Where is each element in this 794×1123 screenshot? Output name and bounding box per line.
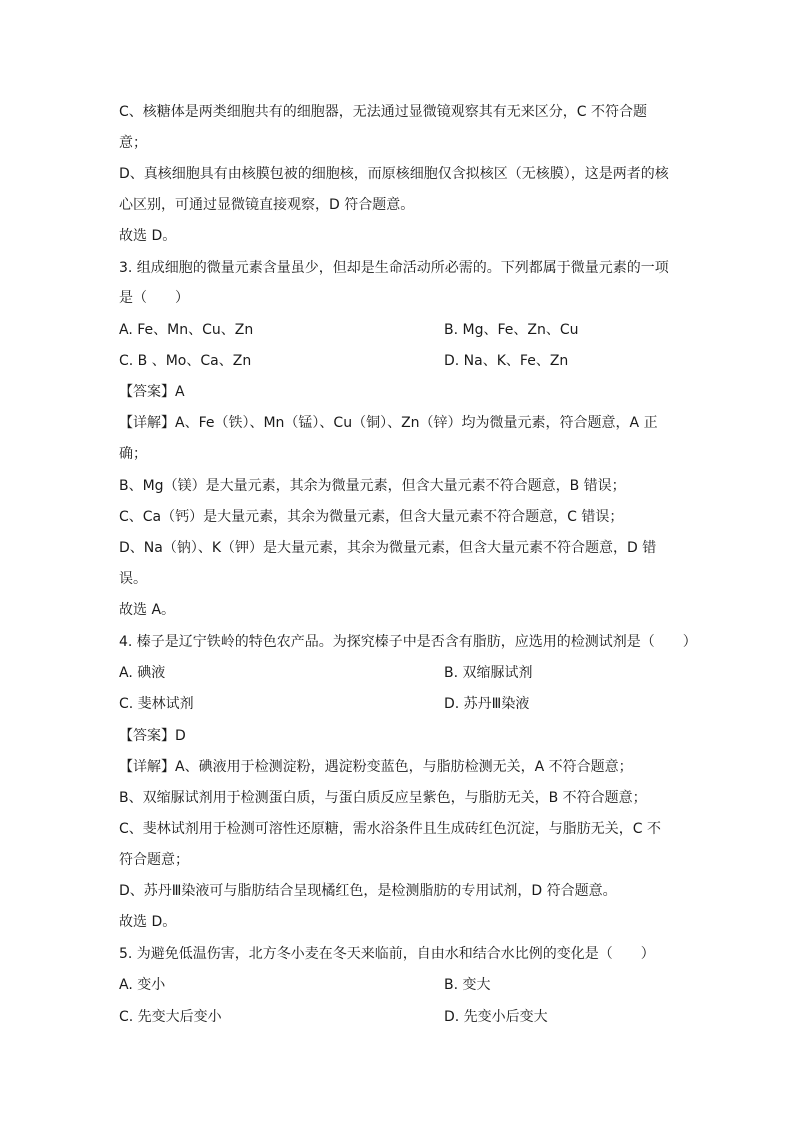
q2-conclusion: 故选 D。 [119,228,177,244]
q4-detail-d: D、苏丹Ⅲ染液可与脂肪结合呈现橘红色，是检测脂肪的专用试剂，D 符合题意。 [119,883,617,899]
q3-detail-c: C、Ca（钙）是大量元素，其余为微量元素，但含大量元素不符合题意，C 错误； [119,509,624,525]
q3-conclusion: 故选 A。 [119,602,176,618]
q2-explanation-c-line1: C、核糖体是两类细胞共有的细胞器，无法通过显微镜观察其有无来区分，C 不符合题 [119,104,647,120]
q3-detail-b: B、Mg（镁）是大量元素，其余为微量元素，但含大量元素不符合题意，B 错误； [119,478,626,494]
q2-explanation-d-line1: D、真核细胞具有由核膜包被的细胞核，而原核细胞仅含拟核区（无核膜），这是两者的核 [119,166,669,182]
q3-option-c: C. B 、Mo、Ca、Zn [119,353,252,369]
q4-option-b: B. 双缩脲试剂 [444,665,533,681]
q4-detail-c-line1: C、斐林试剂用于检测可溶性还原糖，需水浴条件且生成砖红色沉淀，与脂肪无关，C 不 [119,821,661,837]
q3-option-a: A. Fe、Mn、Cu、Zn [119,322,254,338]
q2-explanation-d-line2: 心区别，可通过显微镜直接观察，D 符合题意。 [119,197,415,213]
q3-option-b: B. Mg、Fe、Zn、Cu [444,322,579,338]
q5-option-c: C. 先变大后变小 [119,1009,222,1025]
q4-option-a: A. 碘液 [119,665,166,681]
q4-option-c: C. 斐林试剂 [119,696,194,712]
q4-detail-c-line2: 符合题意； [119,852,189,868]
q3-stem-line2: 是（ ） [119,290,189,306]
q5-option-d: D. 先变小后变大 [444,1009,548,1025]
q3-detail-a-line2: 确； [119,446,147,462]
q3-answer: 【答案】A [119,384,185,400]
q5-stem: 5. 为避免低温伤害，北方冬小麦在冬天来临前，自由水和结合水比例的变化是（ ） [119,946,655,962]
q4-answer: 【答案】D [119,728,186,744]
q3-detail-d-line1: D、Na（钠）、K（钾）是大量元素，其余为微量元素，但含大量元素不符合题意，D 错 [119,540,657,556]
q5-option-b: B. 变大 [444,977,491,993]
q4-option-d: D. 苏丹Ⅲ染液 [444,696,530,712]
q3-detail-a-line1: 【详解】A、Fe（铁）、Mn（锰）、Cu（铜）、Zn（锌）均为微量元素，符合题意，A 正 [119,415,658,431]
q3-detail-d-line2: 误。 [119,571,147,587]
q4-conclusion: 故选 D。 [119,914,177,930]
q5-option-a: A. 变小 [119,977,166,993]
q2-explanation-c-line2: 意； [119,135,147,151]
q4-stem: 4. 榛子是辽宁铁岭的特色农产品。为探究榛子中是否含有脂肪，应选用的检测试剂是（ ） [119,634,697,650]
q4-detail-a: 【详解】A、碘液用于检测淀粉，遇淀粉变蓝色，与脂肪检测无关，A 不符合题意； [119,759,633,775]
q3-stem-line1: 3. 组成细胞的微量元素含量虽少，但却是生命活动所必需的。下列都属于微量元素的一项 [119,260,669,276]
q4-detail-b: B、双缩脲试剂用于检测蛋白质，与蛋白质反应呈紫色，与脂肪无关，B 不符合题意； [119,790,647,806]
q3-option-d: D. Na、K、Fe、Zn [444,353,569,369]
